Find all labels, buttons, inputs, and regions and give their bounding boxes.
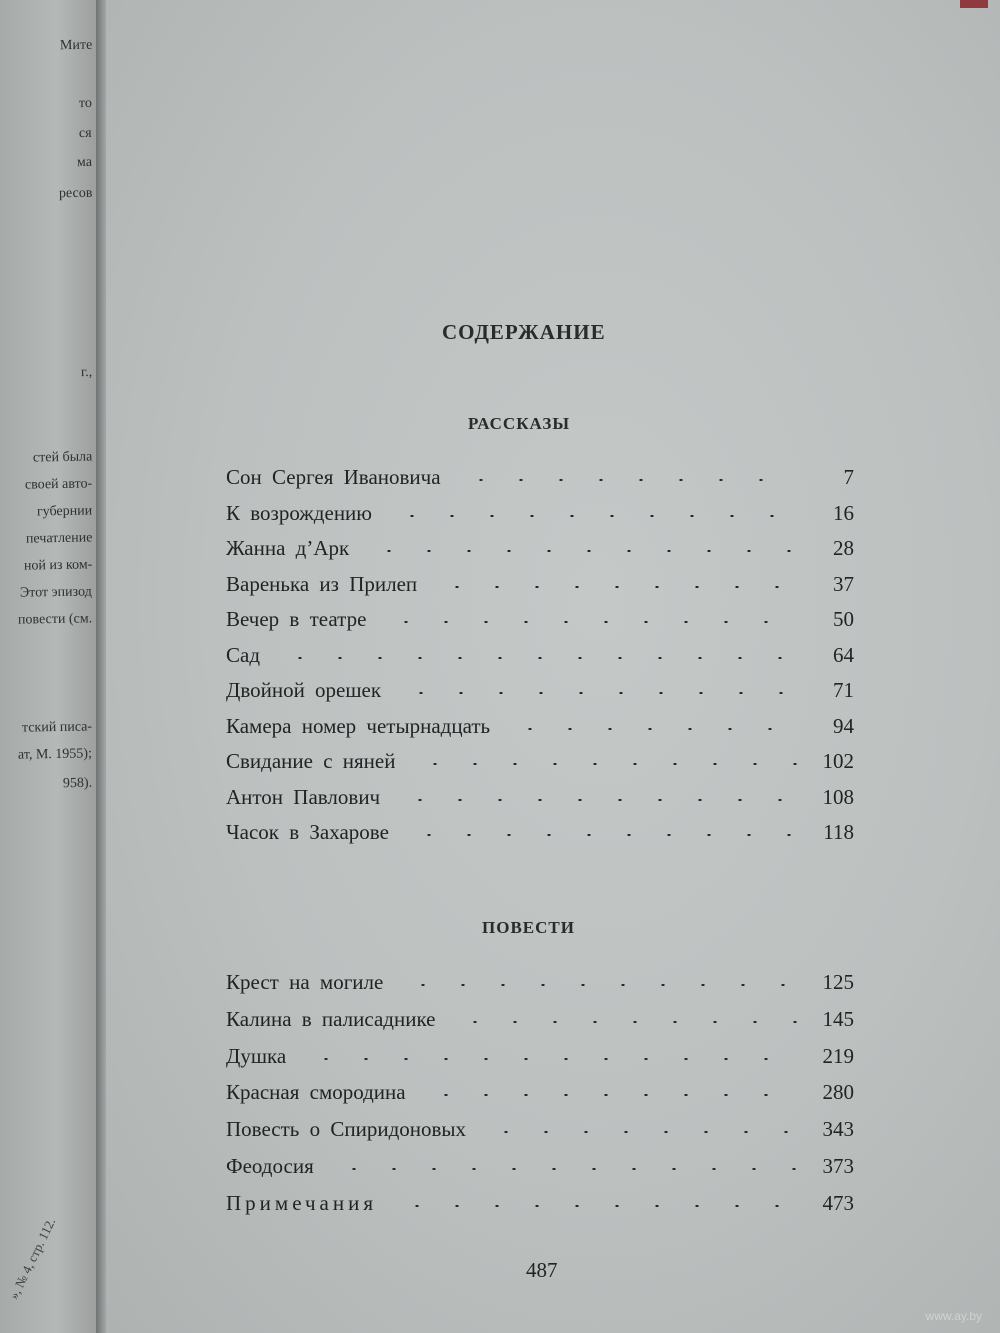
- toc-entry[interactable]: [226, 678, 854, 714]
- toc-entry-title: Сон Сергея Ивановича: [226, 465, 441, 489]
- adjacent-text-line: ной из ком-: [23, 557, 93, 574]
- dot-leader: [328, 1168, 798, 1170]
- dot-leader: [380, 621, 798, 623]
- dot-leader: [395, 692, 798, 694]
- dot-leader: [480, 1131, 798, 1133]
- adjacent-text-line: Мите: [59, 37, 93, 54]
- adjacent-text-line: своей авто-: [24, 476, 93, 493]
- book-gutter: [96, 0, 106, 1333]
- adjacent-text-line: ся: [79, 125, 93, 142]
- toc-entry-page: 50: [833, 607, 854, 631]
- toc-entry[interactable]: [226, 785, 854, 821]
- toc-entry-notes[interactable]: [226, 1191, 854, 1228]
- adjacent-text-line: повести (см.: [17, 611, 93, 628]
- toc-entry[interactable]: [226, 820, 854, 856]
- toc-entry-title: Крест на могиле: [226, 970, 384, 994]
- toc-entry-page: 108: [822, 784, 854, 809]
- dot-leader: [431, 586, 798, 588]
- adjacent-text-line: то: [78, 95, 93, 112]
- adjacent-text-line: г.,: [80, 364, 93, 381]
- toc-entry[interactable]: [226, 536, 854, 572]
- watermark: www.ay.by: [925, 1309, 982, 1323]
- adjacent-text-line: ма: [76, 154, 93, 171]
- adjacent-page: [0, 0, 96, 1333]
- toc-entry-title: Варенька из Прилеп: [226, 571, 418, 596]
- bookmark-ribbon: [960, 0, 988, 8]
- toc-entry-page: 125: [822, 970, 854, 994]
- toc-entry-title: Сад: [226, 642, 261, 667]
- toc-entry-page: 373: [822, 1153, 854, 1178]
- toc-entry-page: 219: [822, 1043, 854, 1068]
- page-title: СОДЕРЖАНИЕ: [442, 320, 606, 344]
- adjacent-text-line: тский писа-: [21, 719, 93, 736]
- toc-entry-page: 94: [833, 713, 854, 738]
- toc-entry-title: Красная смородина: [226, 1080, 406, 1105]
- toc-entry[interactable]: [226, 607, 854, 643]
- toc-entry[interactable]: [226, 714, 854, 750]
- toc-entry-page: 28: [833, 536, 854, 560]
- dot-leader: [397, 984, 798, 986]
- dot-leader: [420, 1094, 798, 1096]
- adjacent-page-footnote: », № 4, стр. 112.: [6, 1215, 59, 1302]
- toc-entry-page: 473: [822, 1190, 854, 1215]
- toc-entry-title: Феодосия: [226, 1153, 314, 1178]
- toc-entry-title: Свидание с няней: [226, 749, 396, 773]
- dot-leader: [409, 763, 798, 765]
- toc-entry[interactable]: [226, 465, 854, 501]
- toc-entry-page: 37: [833, 571, 854, 596]
- toc-entry-page: 16: [833, 500, 854, 525]
- toc-entry[interactable]: [226, 572, 854, 608]
- dot-leader: [274, 657, 798, 659]
- toc-entry-title: Антон Павлович: [226, 784, 381, 809]
- page-number: 487: [526, 1258, 558, 1282]
- dot-leader: [403, 834, 798, 836]
- adjacent-text-line: печатление: [25, 530, 93, 547]
- toc-entry-title: Жанна д’Арк: [226, 536, 350, 560]
- contents-page: [106, 0, 1000, 1333]
- toc-entry-title: Двойной орешек: [226, 678, 382, 702]
- toc-entry-page: 102: [822, 749, 854, 773]
- adjacent-text-line: губернии: [36, 503, 93, 520]
- toc-entry[interactable]: [226, 749, 854, 785]
- dot-leader: [363, 550, 798, 552]
- toc-entry-page: 71: [833, 678, 854, 702]
- adjacent-text-line: Этот эпизод: [20, 584, 93, 601]
- adjacent-text-line: стей была: [32, 449, 93, 466]
- dot-leader: [394, 799, 798, 801]
- toc-entry-title: К возрождению: [226, 500, 372, 525]
- toc-entry-page: 145: [822, 1006, 854, 1031]
- toc-entry-page: 343: [822, 1117, 854, 1142]
- toc-entry-title: Повесть о Спиридоновых: [226, 1117, 467, 1142]
- toc-entry[interactable]: [226, 501, 854, 537]
- section-heading-novellas: ПОВЕСТИ: [482, 918, 575, 937]
- dot-leader: [300, 1058, 798, 1060]
- adjacent-text-line: ресов: [58, 185, 93, 202]
- dot-leader: [391, 1205, 798, 1207]
- toc-entry-title: Душка: [226, 1043, 287, 1068]
- toc-entry[interactable]: [226, 1007, 854, 1044]
- adjacent-text-line: 958).: [62, 775, 93, 792]
- dot-leader: [504, 728, 798, 730]
- toc-list-stories: [226, 465, 854, 856]
- dot-leader: [449, 1021, 798, 1023]
- toc-entry-title: Примечания: [226, 1190, 378, 1215]
- dot-leader: [386, 515, 798, 517]
- adjacent-text-line: ат, М. 1955);: [17, 746, 93, 763]
- toc-entry-page: 118: [823, 820, 854, 844]
- toc-entry-title: Часок в Захарове: [226, 820, 389, 844]
- toc-entry-title: Калина в палисаднике: [226, 1006, 436, 1031]
- dot-leader: [455, 479, 798, 481]
- toc-entry[interactable]: [226, 643, 854, 679]
- toc-entry-page: 64: [833, 642, 854, 667]
- section-heading-stories: РАССКАЗЫ: [468, 414, 571, 433]
- toc-entry-title: Вечер в театре: [226, 607, 367, 631]
- toc-list-novellas: [226, 970, 854, 1228]
- toc-entry-page: 7: [843, 465, 854, 489]
- toc-entry[interactable]: [226, 1117, 854, 1154]
- toc-entry[interactable]: [226, 970, 854, 1007]
- toc-entry-page: 280: [822, 1080, 854, 1105]
- toc-entry[interactable]: [226, 1154, 854, 1191]
- toc-entry[interactable]: [226, 1044, 854, 1081]
- toc-entry-title: Камера номер четырнадцать: [226, 713, 491, 738]
- toc-entry[interactable]: [226, 1080, 854, 1117]
